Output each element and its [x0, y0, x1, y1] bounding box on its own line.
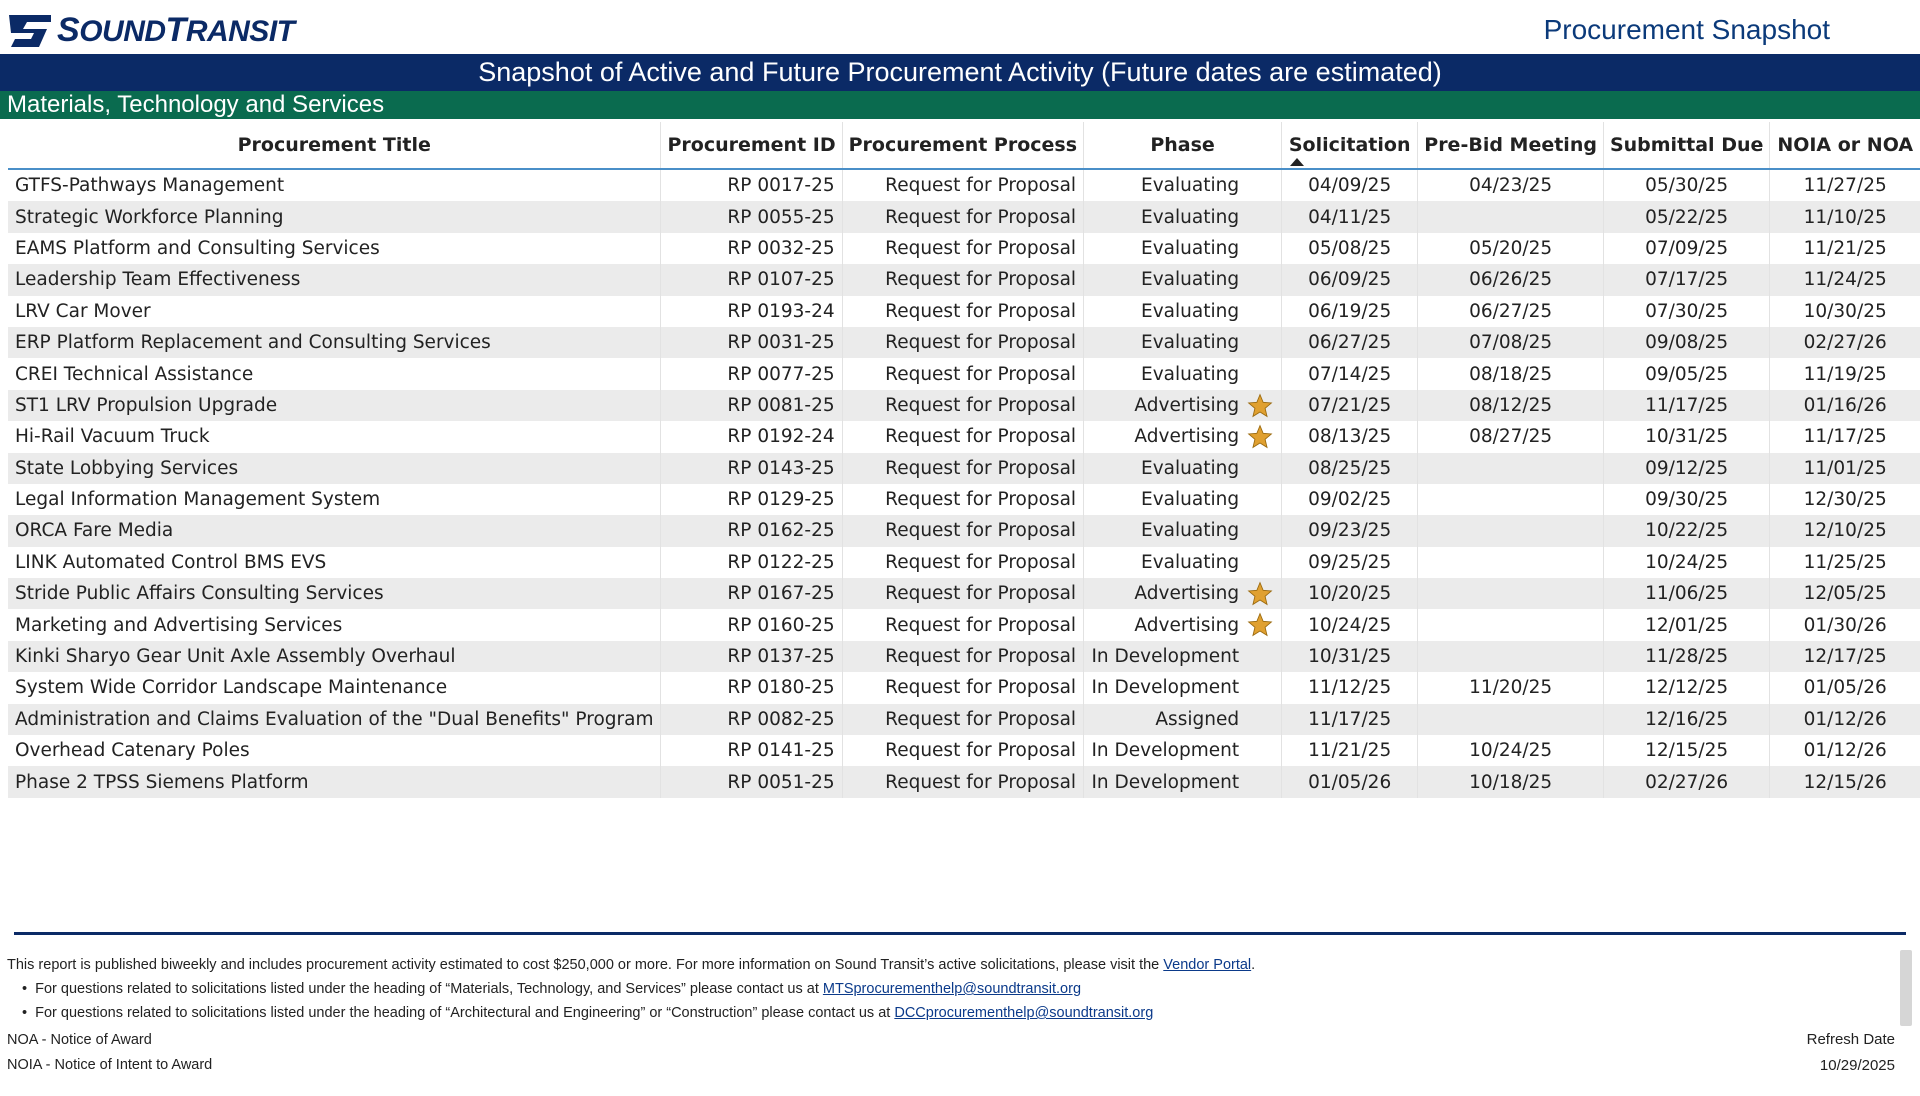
cell-phase — [1084, 296, 1282, 327]
cell-prebid — [1418, 578, 1604, 609]
cell-phase — [1084, 766, 1282, 797]
cell-process: Request for Proposal — [842, 735, 1083, 766]
cell-title: Marketing and Advertising Services — [8, 609, 661, 640]
cell-phase — [1084, 704, 1282, 735]
cell-noa: 12/17/25 — [1770, 641, 1920, 672]
cell-process: Request for Proposal — [842, 358, 1083, 389]
table-row[interactable] — [8, 609, 1920, 640]
cell-submittal-due: 07/09/25 — [1603, 233, 1769, 264]
cell-phase — [1084, 358, 1282, 389]
noa-definition: NOA - Notice of Award — [7, 1032, 152, 1048]
cell-process: Request for Proposal — [842, 327, 1083, 358]
cell-noa: 11/25/25 — [1803, 551, 1887, 573]
table-row[interactable] — [8, 484, 1920, 515]
dcc-email-link[interactable]: DCCprocurementhelp@soundtransit.org — [894, 1005, 1154, 1021]
cell-process: Request for Proposal — [842, 296, 1083, 327]
cell-title: CREI Technical Assistance — [8, 358, 661, 389]
cell-title: Hi-Rail Vacuum Truck — [8, 421, 661, 452]
cell-id: RP 0167-25 — [661, 578, 842, 609]
cell-prebid: 04/23/25 — [1418, 169, 1604, 201]
footer-bullet-mts-text: For questions related to solicitations listed under the heading of “Materials, Technology, and Services” please contact us at — [35, 981, 823, 997]
phase-label: In Development — [1091, 740, 1240, 762]
cell-solicitation: 08/25/25 — [1282, 453, 1418, 484]
cell-title: ST1 LRV Propulsion Upgrade — [8, 390, 661, 421]
cell-noa: 11/17/25 — [1803, 426, 1887, 448]
cell-prebid — [1418, 484, 1604, 515]
cell-process: Request for Proposal — [842, 264, 1083, 295]
cell-prebid: 07/08/25 — [1418, 327, 1604, 358]
cell-phase — [1084, 609, 1282, 640]
cell-prebid — [1418, 547, 1604, 578]
cell-phase — [1084, 515, 1282, 546]
cell-process: Request for Proposal — [842, 766, 1083, 797]
mts-email-link[interactable]: MTSprocurementhelp@soundtransit.org — [822, 981, 1082, 997]
cell-solicitation: 09/23/25 — [1282, 515, 1418, 546]
cell-solicitation: 04/09/25 — [1282, 169, 1418, 201]
cell-noa: 01/30/26 — [1803, 614, 1887, 636]
cell-submittal-due: 12/12/25 — [1603, 672, 1769, 703]
cell-id: RP 0017-25 — [661, 169, 842, 201]
cell-phase — [1084, 233, 1282, 264]
cell-noa: 11/01/25 — [1770, 453, 1920, 484]
cell-solicitation: 01/05/26 — [1282, 766, 1418, 797]
cell-submittal-due: 09/05/25 — [1603, 358, 1769, 389]
table-row[interactable] — [8, 327, 1920, 358]
cell-process: Request for Proposal — [842, 484, 1083, 515]
cell-id: RP 0193-24 — [661, 296, 842, 327]
report-banner: Snapshot of Active and Future Procurement Activity (Future dates are estimated) — [0, 54, 1920, 91]
cell-phase — [1084, 264, 1282, 295]
cell-id: RP 0192-24 — [661, 421, 842, 452]
phase-label: Advertising — [1134, 583, 1240, 605]
phase-label: Evaluating — [1141, 300, 1240, 322]
cell-process: Request for Proposal — [842, 390, 1083, 421]
cell-phase — [1084, 453, 1282, 484]
cell-phase — [1084, 578, 1282, 609]
cell-submittal-due: 11/17/25 — [1603, 390, 1769, 421]
cell-submittal-due: 10/22/25 — [1603, 515, 1769, 546]
cell-prebid: 08/18/25 — [1418, 358, 1604, 389]
phase-label: Evaluating — [1141, 175, 1240, 197]
cell-submittal-due: 05/22/25 — [1603, 201, 1769, 232]
table-row[interactable] — [8, 453, 1920, 484]
cell-noa: 12/30/25 — [1803, 489, 1887, 511]
cell-title: State Lobbying Services — [8, 453, 661, 484]
cell-noa: 11/24/25 — [1770, 264, 1920, 295]
cell-id: RP 0160-25 — [661, 609, 842, 640]
sort-ascending-icon[interactable] — [1290, 158, 1304, 166]
cell-submittal-due: 05/30/25 — [1603, 169, 1769, 201]
cell-submittal-due: 09/12/25 — [1603, 453, 1769, 484]
cell-title: Stride Public Affairs Consulting Services — [8, 578, 661, 609]
cell-title: Phase 2 TPSS Siemens Platform — [8, 766, 661, 797]
cell-prebid: 08/12/25 — [1418, 390, 1604, 421]
cell-prebid — [1418, 453, 1604, 484]
cell-noa: 11/27/25 — [1803, 175, 1887, 197]
cell-process: Request for Proposal — [842, 672, 1083, 703]
cell-noa: 01/16/26 — [1770, 390, 1920, 421]
cell-solicitation: 11/12/25 — [1282, 672, 1418, 703]
cell-title: Strategic Workforce Planning — [8, 201, 661, 232]
table-row[interactable] — [8, 672, 1920, 703]
cell-prebid: 10/24/25 — [1418, 735, 1604, 766]
cell-phase — [1084, 672, 1282, 703]
cell-solicitation: 06/19/25 — [1282, 296, 1418, 327]
cell-solicitation: 10/20/25 — [1282, 578, 1418, 609]
cell-solicitation: 10/31/25 — [1282, 641, 1418, 672]
cell-noa: 12/05/25 — [1770, 578, 1920, 609]
cell-title: Kinki Sharyo Gear Unit Axle Assembly Overhaul — [8, 641, 661, 672]
cell-prebid: 05/20/25 — [1418, 233, 1604, 264]
cell-title: ORCA Fare Media — [8, 515, 661, 546]
table-row[interactable] — [8, 704, 1920, 735]
cell-noa: 01/12/26 — [1770, 704, 1920, 735]
column-header-title[interactable]: Procurement Title — [8, 122, 661, 169]
cell-noa: 11/10/25 — [1770, 201, 1920, 232]
cell-solicitation: 09/25/25 — [1282, 547, 1418, 578]
cell-prebid — [1418, 515, 1604, 546]
cell-prebid: 10/18/25 — [1418, 766, 1604, 797]
cell-solicitation: 07/21/25 — [1282, 390, 1418, 421]
table-row[interactable] — [8, 641, 1920, 672]
cell-title: ERP Platform Replacement and Consulting Services — [8, 327, 661, 358]
cell-process: Request for Proposal — [842, 169, 1083, 201]
refresh-date-label: Refresh Date — [1806, 1031, 1895, 1048]
cell-process: Request for Proposal — [842, 201, 1083, 232]
cell-title: Overhead Catenary Poles — [8, 735, 661, 766]
phase-label: Evaluating — [1141, 332, 1240, 354]
cell-noa: 12/15/26 — [1770, 766, 1920, 797]
table-row[interactable] — [8, 421, 1920, 452]
column-header-id[interactable]: Procurement ID — [661, 122, 842, 169]
cell-phase — [1084, 390, 1282, 421]
sound-transit-logo[interactable] — [7, 12, 294, 50]
cell-prebid — [1418, 201, 1604, 232]
cell-submittal-due: 11/28/25 — [1603, 641, 1769, 672]
table-header-row — [8, 122, 1920, 169]
footer-intro — [7, 957, 1255, 973]
cell-process: Request for Proposal — [842, 453, 1083, 484]
cell-id: RP 0141-25 — [661, 735, 842, 766]
cell-id: RP 0180-25 — [661, 672, 842, 703]
footer-bullet-dcc: • For questions related to solicitations listed under the heading of “Architectural and Engineering” or “Construction” please contact us at DCCprocurementhelp@soundtransit.org — [22, 1005, 1154, 1021]
cell-submittal-due: 12/01/25 — [1603, 609, 1769, 640]
top-bar — [0, 0, 1920, 54]
footer-intro-end: . — [1251, 957, 1256, 973]
column-header-prebid[interactable]: Pre-Bid Meeting — [1418, 122, 1604, 169]
table-row[interactable] — [8, 390, 1920, 421]
phase-label: Advertising — [1134, 394, 1240, 416]
table-row[interactable] — [8, 578, 1920, 609]
cell-solicitation: 06/09/25 — [1282, 264, 1418, 295]
phase-label: Evaluating — [1141, 551, 1240, 573]
cell-id: RP 0055-25 — [661, 201, 842, 232]
advertising-star-icon — [1247, 612, 1273, 638]
cell-process: Request for Proposal — [842, 421, 1083, 452]
cell-process: Request for Proposal — [842, 704, 1083, 735]
advertising-star-icon — [1247, 581, 1273, 607]
section-heading: Materials, Technology and Services — [0, 91, 1920, 119]
phase-label: Evaluating — [1141, 489, 1240, 511]
table-row[interactable] — [8, 358, 1920, 389]
phase-label: Evaluating — [1141, 237, 1240, 259]
table-row[interactable] — [8, 201, 1920, 232]
cell-noa: 11/21/25 — [1803, 237, 1887, 259]
cell-solicitation: 08/13/25 — [1282, 421, 1418, 452]
column-header-solicitation-label: Solicitation — [1288, 134, 1411, 156]
cell-phase — [1084, 327, 1282, 358]
phase-label: Assigned — [1155, 708, 1240, 730]
column-header-solicitation[interactable] — [1282, 122, 1418, 169]
cell-id: RP 0081-25 — [661, 390, 842, 421]
cell-solicitation: 11/17/25 — [1282, 704, 1418, 735]
cell-solicitation: 05/08/25 — [1282, 233, 1418, 264]
phase-label: Evaluating — [1141, 206, 1240, 228]
cell-process: Request for Proposal — [842, 578, 1083, 609]
cell-solicitation: 11/21/25 — [1282, 735, 1418, 766]
cell-title: EAMS Platform and Consulting Services — [8, 233, 661, 264]
phase-label: In Development — [1091, 771, 1240, 793]
cell-solicitation: 09/02/25 — [1282, 484, 1418, 515]
sound-transit-wordmark: SOUNDTRANSIT — [57, 11, 295, 49]
phase-label: Evaluating — [1141, 457, 1240, 479]
cell-id: RP 0137-25 — [661, 641, 842, 672]
cell-noa: 01/05/26 — [1803, 677, 1887, 699]
cell-id: RP 0077-25 — [661, 358, 842, 389]
cell-id: RP 0107-25 — [661, 264, 842, 295]
advertising-star-icon — [1247, 393, 1273, 419]
cell-noa: 02/27/26 — [1770, 327, 1920, 358]
footer-bullet-dcc-text: For questions related to solicitations listed under the heading of “Architectural and Engineering” or “Construction” please contact us at — [35, 1005, 895, 1021]
sound-transit-logo-mark-icon — [7, 13, 53, 49]
phase-label: Evaluating — [1141, 363, 1240, 385]
cell-id: RP 0051-25 — [661, 766, 842, 797]
cell-solicitation: 06/27/25 — [1282, 327, 1418, 358]
cell-process: Request for Proposal — [842, 547, 1083, 578]
cell-submittal-due: 11/06/25 — [1603, 578, 1769, 609]
cell-submittal-due: 09/30/25 — [1603, 484, 1769, 515]
procurement-table — [8, 122, 1920, 798]
cell-prebid: 08/27/25 — [1418, 421, 1604, 452]
cell-submittal-due: 10/31/25 — [1603, 421, 1769, 452]
phase-label: Evaluating — [1141, 269, 1240, 291]
cell-phase — [1084, 201, 1282, 232]
cell-process: Request for Proposal — [842, 233, 1083, 264]
cell-prebid: 06/26/25 — [1418, 264, 1604, 295]
cell-id: RP 0122-25 — [661, 547, 842, 578]
page-title: Procurement Snapshot — [1543, 14, 1830, 45]
cell-phase — [1084, 547, 1282, 578]
cell-id: RP 0162-25 — [661, 515, 842, 546]
footer-bullet-mts: • For questions related to solicitations listed under the heading of “Materials, Technology, and Services” please contact us at MTSprocurementhelp@soundtransit.org — [22, 981, 1082, 997]
cell-title: LRV Car Mover — [8, 296, 661, 327]
cell-solicitation: 07/14/25 — [1282, 358, 1418, 389]
cell-title: Legal Information Management System — [8, 484, 661, 515]
cell-phase — [1084, 484, 1282, 515]
cell-prebid — [1418, 704, 1604, 735]
cell-solicitation: 10/24/25 — [1282, 609, 1418, 640]
column-header-noa[interactable]: NOIA or NOA — [1770, 122, 1920, 169]
refresh-date-value: 10/29/2025 — [1819, 1057, 1895, 1074]
cell-submittal-due: 09/08/25 — [1603, 327, 1769, 358]
cell-phase — [1084, 641, 1282, 672]
cell-submittal-due: 02/27/26 — [1603, 766, 1769, 797]
cell-phase — [1084, 169, 1282, 201]
cell-title: LINK Automated Control BMS EVS — [8, 547, 661, 578]
phase-label: In Development — [1091, 677, 1240, 699]
cell-prebid — [1418, 641, 1604, 672]
cell-title: Leadership Team Effectiveness — [8, 264, 661, 295]
footer-scrollbar[interactable] — [1900, 950, 1912, 1026]
cell-submittal-due: 12/15/25 — [1603, 735, 1769, 766]
vendor-portal-link[interactable]: Vendor Portal — [1163, 957, 1252, 973]
table-row[interactable] — [8, 296, 1920, 327]
cell-prebid: 11/20/25 — [1418, 672, 1604, 703]
footer-intro-text: This report is published biweekly and includes procurement activity estimated to cost $250,000 or more. For more information on Sound Transit’s active solicitations, please visit the — [7, 957, 1164, 973]
phase-label: In Development — [1091, 646, 1240, 668]
cell-submittal-due: 07/30/25 — [1603, 296, 1769, 327]
table-row[interactable] — [8, 233, 1920, 264]
table-row[interactable] — [8, 547, 1920, 578]
cell-title: Administration and Claims Evaluation of the "Dual Benefits" Program — [8, 704, 661, 735]
cell-solicitation: 04/11/25 — [1282, 201, 1418, 232]
table-row[interactable] — [8, 264, 1920, 295]
cell-title: GTFS-Pathways Management — [8, 169, 661, 201]
phase-label: Evaluating — [1141, 520, 1240, 542]
cell-id: RP 0143-25 — [661, 453, 842, 484]
noia-definition: NOIA - Notice of Intent to Award — [7, 1057, 213, 1073]
column-header-submittal-due[interactable]: Submittal Due — [1603, 122, 1769, 169]
cell-submittal-due: 07/17/25 — [1603, 264, 1769, 295]
cell-prebid: 06/27/25 — [1418, 296, 1604, 327]
cell-id: RP 0031-25 — [661, 327, 842, 358]
table-row[interactable] — [8, 735, 1920, 766]
cell-prebid — [1418, 609, 1604, 640]
cell-process: Request for Proposal — [842, 515, 1083, 546]
table-row[interactable] — [8, 169, 1920, 201]
cell-submittal-due: 10/24/25 — [1603, 547, 1769, 578]
cell-submittal-due: 12/16/25 — [1603, 704, 1769, 735]
cell-noa: 10/30/25 — [1803, 300, 1887, 322]
cell-process: Request for Proposal — [842, 609, 1083, 640]
cell-noa: 01/12/26 — [1803, 740, 1887, 762]
footer-divider — [14, 932, 1906, 935]
cell-title: System Wide Corridor Landscape Maintenance — [8, 672, 661, 703]
cell-id: RP 0129-25 — [661, 484, 842, 515]
cell-noa: 12/10/25 — [1770, 515, 1920, 546]
advertising-star-icon — [1247, 424, 1273, 450]
cell-noa: 11/19/25 — [1803, 363, 1887, 385]
cell-id: RP 0032-25 — [661, 233, 842, 264]
phase-label: Advertising — [1134, 614, 1240, 636]
phase-label: Advertising — [1134, 426, 1240, 448]
cell-phase — [1084, 735, 1282, 766]
cell-phase — [1084, 421, 1282, 452]
table-row[interactable] — [8, 766, 1920, 797]
table-row[interactable] — [8, 515, 1920, 546]
cell-id: RP 0082-25 — [661, 704, 842, 735]
column-header-phase[interactable]: Phase — [1084, 122, 1282, 169]
column-header-process[interactable]: Procurement Process — [842, 122, 1083, 169]
cell-process: Request for Proposal — [842, 641, 1083, 672]
